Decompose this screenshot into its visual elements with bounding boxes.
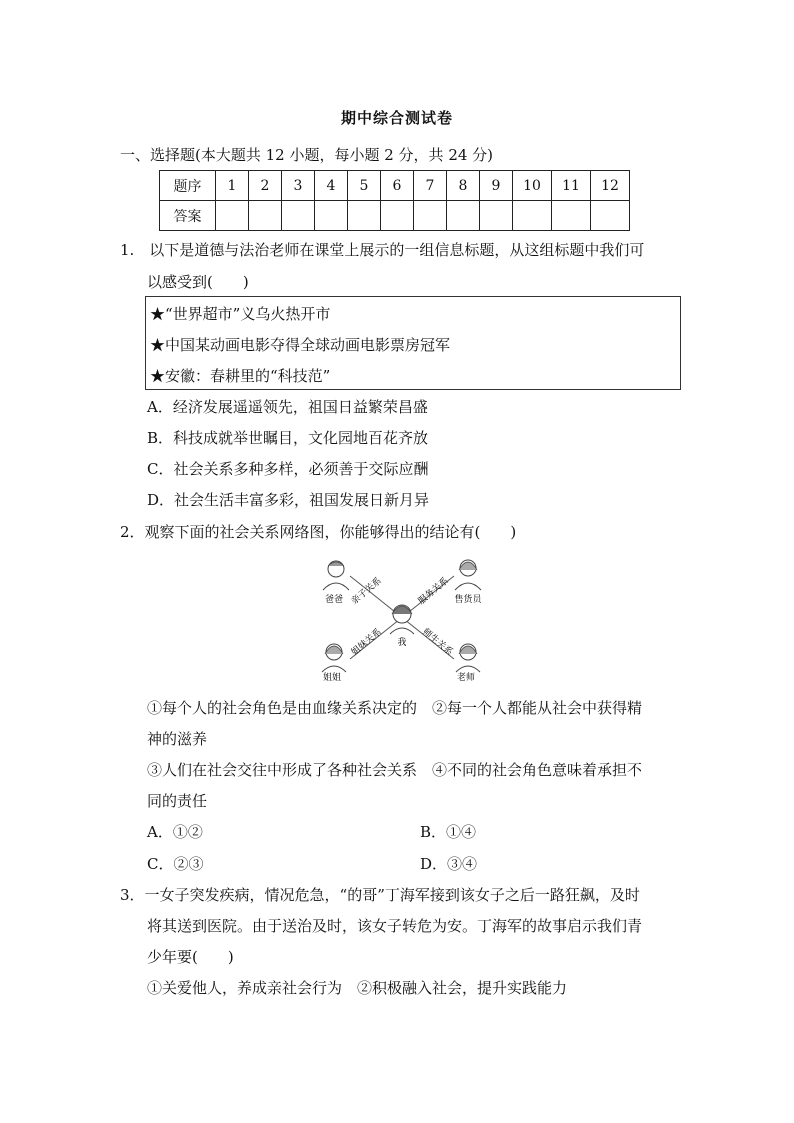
answer-cell[interactable] bbox=[480, 201, 513, 231]
q3-stem-cont: 将其送到医院。由于送治及时，该女子转危为安。丁海军的故事启示我们青 bbox=[147, 917, 643, 935]
table-header-cell: 答案 bbox=[160, 201, 216, 231]
answer-cell[interactable] bbox=[348, 201, 381, 231]
table-cell: 3 bbox=[282, 171, 315, 201]
table-row bbox=[160, 201, 630, 231]
answer-table bbox=[159, 170, 630, 231]
table-cell: 10 bbox=[513, 171, 552, 201]
person-label: 姐姐 bbox=[322, 673, 342, 681]
table-cell: 8 bbox=[447, 171, 480, 201]
answer-cell[interactable] bbox=[315, 201, 348, 231]
table-cell: 1 bbox=[216, 171, 249, 201]
q2-statement: ③人们在社会交往中形成了各种社会关系 ④不同的社会角色意味着承担不 bbox=[147, 761, 643, 779]
q1-option-d: D．社会生活丰富多彩，祖国发展日新月异 bbox=[147, 491, 430, 509]
answer-cell[interactable] bbox=[216, 201, 249, 231]
teacher-figure-icon bbox=[456, 644, 480, 672]
answer-cell[interactable] bbox=[552, 201, 591, 231]
answer-cell[interactable] bbox=[591, 201, 630, 231]
person-label: 老师 bbox=[456, 673, 476, 681]
relation-label: 亲子关系 bbox=[349, 576, 384, 607]
q1-stem: 1. 以下是道德与法治老师在课堂上展示的一组信息标题，从这组标题中我们可 bbox=[120, 241, 645, 259]
social-network-diagram bbox=[312, 556, 492, 681]
section-heading: 一、选择题(本大题共 12 小题，每小题 2 分，共 24 分) bbox=[120, 146, 494, 164]
info-item: ★中国某动画电影夺得全球动画电影票房冠军 bbox=[150, 336, 451, 354]
q3-statement: ①关爱他人，养成亲社会行为 ②积极融入社会，提升实践能力 bbox=[147, 979, 568, 997]
salesperson-figure-icon bbox=[455, 560, 481, 590]
sister-figure-icon bbox=[322, 644, 346, 672]
relation-label: 师生关系 bbox=[420, 627, 455, 658]
q2-statement-cont: 同的责任 bbox=[147, 792, 208, 810]
table-cell: 7 bbox=[414, 171, 447, 201]
q2-option-b: B．①④ bbox=[420, 823, 477, 841]
person-label: 售货员 bbox=[454, 595, 482, 605]
q1-stem-cont: 以感受到( ) bbox=[147, 273, 249, 291]
info-item: ★安徽：春耕里的“科技范” bbox=[150, 367, 331, 385]
table-header-cell: 题序 bbox=[160, 171, 216, 201]
info-box bbox=[145, 296, 681, 390]
answer-cell[interactable] bbox=[249, 201, 282, 231]
answer-cell[interactable] bbox=[381, 201, 414, 231]
answer-cell[interactable] bbox=[414, 201, 447, 231]
q2-statement: ①每个人的社会角色是由血缘关系决定的 ②每一个人都能从社会中获得精 bbox=[147, 699, 643, 717]
q2-stem: 2．观察下面的社会关系网络图，你能够得出的结论有( ) bbox=[120, 523, 517, 541]
table-cell: 11 bbox=[552, 171, 591, 201]
page-title: 期中综合测试卷 bbox=[340, 109, 453, 127]
me-figure-icon bbox=[390, 605, 414, 634]
answer-cell[interactable] bbox=[513, 201, 552, 231]
q1-option-c: C．社会关系多种多样，必须善于交际应酬 bbox=[147, 460, 429, 478]
answer-cell[interactable] bbox=[282, 201, 315, 231]
person-label: 我 bbox=[397, 638, 407, 648]
relation-label: 姐妹关系 bbox=[349, 627, 384, 658]
q2-option-d: D．③④ bbox=[420, 855, 478, 873]
table-row bbox=[160, 171, 630, 201]
table-cell: 2 bbox=[249, 171, 282, 201]
table-cell: 12 bbox=[591, 171, 630, 201]
table-cell: 4 bbox=[315, 171, 348, 201]
q2-option-a: A．①② bbox=[147, 823, 203, 841]
person-label: 爸爸 bbox=[324, 595, 344, 605]
q1-option-b: B．科技成就举世瞩目，文化园地百花齐放 bbox=[147, 429, 429, 447]
info-item: ★“世界超市”义乌火热开市 bbox=[150, 305, 331, 323]
table-cell: 5 bbox=[348, 171, 381, 201]
table-cell: 9 bbox=[480, 171, 513, 201]
q1-option-a: A．经济发展遥遥领先，祖国日益繁荣昌盛 bbox=[147, 398, 428, 416]
answer-cell[interactable] bbox=[447, 201, 480, 231]
table-cell: 6 bbox=[381, 171, 414, 201]
q2-statement-cont: 神的滋养 bbox=[147, 730, 208, 748]
q3-stem-cont: 少年要( ) bbox=[147, 948, 234, 966]
q3-stem: 3．一女子突发疾病，情况危急，“的哥”丁海军接到该女子之后一路狂飙，及时 bbox=[120, 886, 640, 904]
relation-label: 服务关系 bbox=[416, 576, 451, 607]
father-figure-icon bbox=[323, 561, 349, 590]
q2-option-c: C．②③ bbox=[147, 855, 204, 873]
